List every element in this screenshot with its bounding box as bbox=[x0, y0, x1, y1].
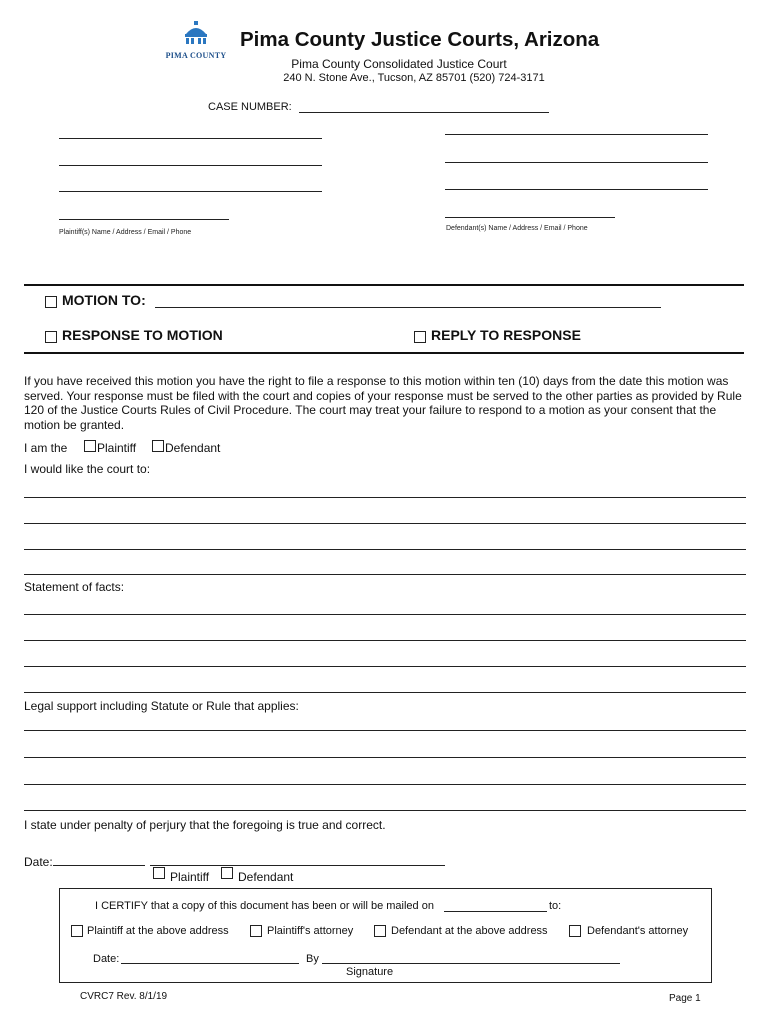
sign-defendant-checkbox[interactable] bbox=[221, 867, 233, 879]
court-address: 240 N. Stone Ave., Tucson, AZ 85701 (520) 724-3171 bbox=[283, 72, 545, 84]
sign-plaintiff-checkbox[interactable] bbox=[153, 867, 165, 879]
defendant-caption: Defendant(s) Name / Address / Email / Phone bbox=[446, 225, 588, 232]
sign-plaintiff-label: Plaintiff bbox=[170, 870, 210, 884]
defendant-line-3[interactable] bbox=[445, 189, 708, 190]
mailed-date-field[interactable] bbox=[444, 911, 547, 912]
statement-line-4[interactable] bbox=[24, 692, 746, 693]
iam-plaintiff-label: Plaintiff bbox=[97, 441, 137, 455]
iam-label: I am the bbox=[24, 441, 68, 455]
response-label: RESPONSE TO MOTION bbox=[62, 327, 223, 343]
cert-opt3-label: Defendant at the above address bbox=[391, 925, 548, 937]
cert-opt4-label: Defendant's attorney bbox=[587, 925, 689, 937]
cert-opt2-label: Plaintiff's attorney bbox=[267, 925, 354, 937]
legal-support-label: Legal support including Statute or Rule that applies: bbox=[24, 699, 299, 713]
iam-plaintiff-checkbox[interactable] bbox=[84, 440, 96, 452]
legal-line-2[interactable] bbox=[24, 757, 746, 758]
statement-line-1[interactable] bbox=[24, 614, 746, 615]
courthouse-dome-icon bbox=[164, 20, 228, 46]
response-checkbox[interactable] bbox=[45, 331, 57, 343]
cert-opt3-checkbox[interactable] bbox=[374, 925, 386, 937]
plaintiff-line-2[interactable] bbox=[59, 165, 322, 166]
statement-label: Statement of facts: bbox=[24, 580, 125, 594]
case-number-label: CASE NUMBER: bbox=[208, 101, 292, 113]
motion-to-checkbox[interactable] bbox=[45, 296, 57, 308]
legal-line-3[interactable] bbox=[24, 784, 746, 785]
plaintiff-line-1[interactable] bbox=[59, 138, 322, 139]
cert-by-label: By bbox=[306, 953, 319, 965]
cert-opt2-checkbox[interactable] bbox=[250, 925, 262, 937]
motion-top-rule bbox=[24, 284, 744, 286]
iam-defendant-checkbox[interactable] bbox=[152, 440, 164, 452]
signature-field[interactable] bbox=[150, 865, 445, 866]
reply-label: REPLY TO RESPONSE bbox=[431, 327, 581, 343]
would-like-line-1[interactable] bbox=[24, 497, 746, 498]
motion-to-field[interactable] bbox=[155, 307, 661, 308]
reply-checkbox[interactable] bbox=[414, 331, 426, 343]
date-field[interactable] bbox=[53, 865, 145, 866]
date-label: Date: bbox=[24, 855, 53, 869]
motion-bottom-rule bbox=[24, 352, 744, 354]
defendant-line-1[interactable] bbox=[445, 134, 708, 135]
logo bbox=[164, 20, 228, 60]
statement-line-3[interactable] bbox=[24, 666, 746, 667]
form-id: CVRC7 Rev. 8/1/19 bbox=[80, 991, 168, 1002]
case-number-field[interactable] bbox=[299, 112, 549, 113]
legal-line-1[interactable] bbox=[24, 730, 746, 731]
motion-to-label: MOTION TO: bbox=[62, 292, 146, 308]
certify-to-label: to: bbox=[549, 900, 562, 912]
cert-date-label: Date: bbox=[93, 953, 120, 965]
cert-signature-caption: Signature bbox=[346, 966, 394, 978]
would-like-label: I would like the court to: bbox=[24, 462, 151, 476]
would-like-line-3[interactable] bbox=[24, 549, 746, 550]
sign-defendant-label: Defendant bbox=[238, 870, 294, 884]
page-number: Page 1 bbox=[669, 993, 701, 1004]
court-name: Pima County Consolidated Justice Court bbox=[291, 57, 507, 71]
cert-signature-field[interactable] bbox=[322, 963, 620, 964]
cert-date-field[interactable] bbox=[121, 963, 299, 964]
defendant-line-2[interactable] bbox=[445, 162, 708, 163]
defendant-line-4[interactable] bbox=[445, 217, 615, 218]
statement-line-2[interactable] bbox=[24, 640, 746, 641]
cert-opt1-label: Plaintiff at the above address bbox=[87, 925, 229, 937]
iam-defendant-label: Defendant bbox=[165, 441, 221, 455]
cert-opt4-checkbox[interactable] bbox=[569, 925, 581, 937]
legal-line-4[interactable] bbox=[24, 810, 746, 811]
logo-text: PIMA COUNTY bbox=[165, 51, 227, 60]
certify-text: I CERTIFY that a copy of this document has been or will be mailed on bbox=[95, 900, 434, 912]
plaintiff-line-3[interactable] bbox=[59, 191, 322, 192]
cert-opt1-checkbox[interactable] bbox=[71, 925, 83, 937]
plaintiff-line-4[interactable] bbox=[59, 219, 229, 220]
would-like-line-4[interactable] bbox=[24, 574, 746, 575]
would-like-line-2[interactable] bbox=[24, 523, 746, 524]
response-notice: If you have received this motion you have the right to file a response to this motion within ten (10) days from the date this motion was served. Your response must be filed with the court and copies of your response must be served to the other parties as provided by Rule 120 of the Justice Courts Rules of Civil Procedure. The court may treat your failure to respond to a motion as your consent that the motion be granted. bbox=[24, 374, 742, 432]
perjury-statement: I state under penalty of perjury that the foregoing is true and correct. bbox=[24, 818, 386, 832]
page-title: Pima County Justice Courts, Arizona bbox=[240, 28, 600, 51]
plaintiff-caption: Plaintiff(s) Name / Address / Email / Phone bbox=[59, 229, 192, 236]
